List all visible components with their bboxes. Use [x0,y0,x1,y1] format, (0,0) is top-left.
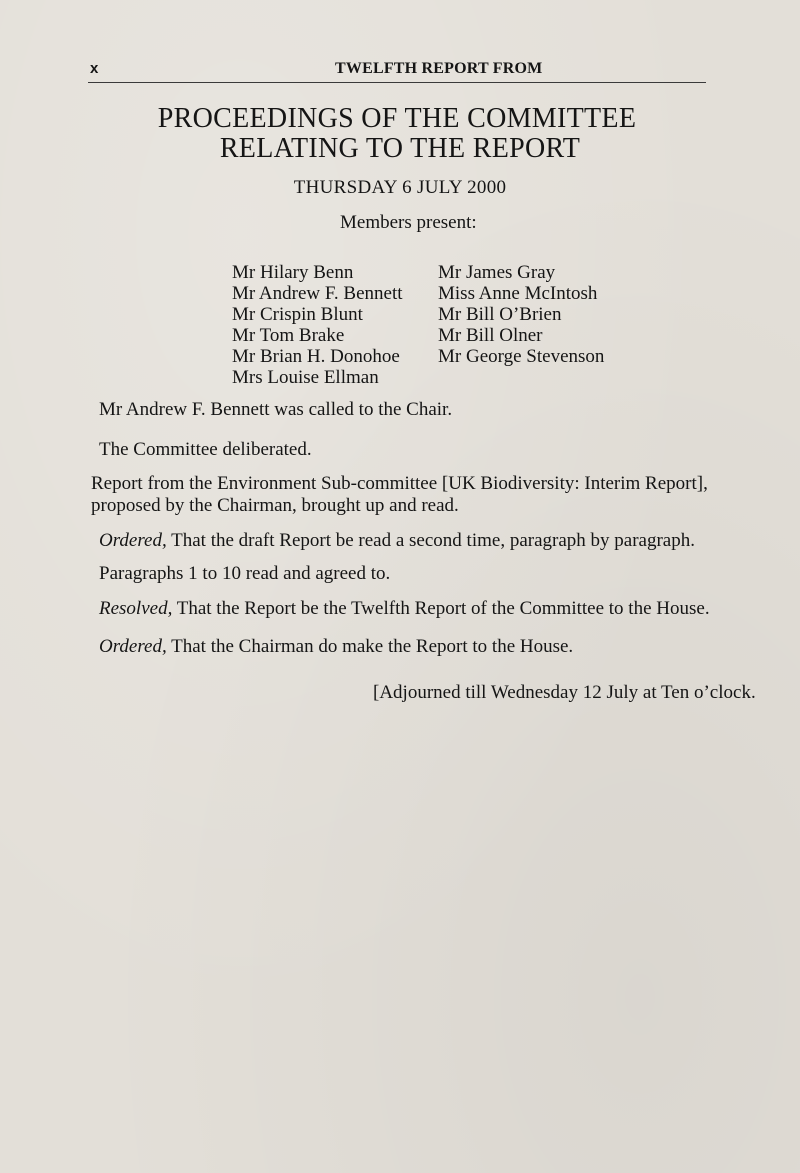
ordered-text: That the draft Report be read a second time, paragraph by paragraph. [166,530,695,551]
member-name: Miss Anne McIntosh [438,283,598,304]
member-name: Mr George Stevenson [438,346,605,367]
member-name: Mr Tom Brake [232,325,345,346]
ordered-lead: Ordered, [99,530,167,551]
chair-paragraph: Mr Andrew F. Bennett was called to the Chair. [99,399,453,420]
member-name: Mr Bill Olner [438,325,543,346]
heading-line-2: RELATING TO THE REPORT [219,133,581,164]
resolved-text: That the Report be the Twelfth Report of the Committee to the House. [172,598,710,619]
report-paragraph-text: Report from the Environment Sub-committee [UK Biodiversity: Interim Report], proposed by the Chairman, brought up and read. [91,473,708,516]
resolved-lead: Resolved, [99,598,173,619]
member-name: Mr Andrew F. Bennett [232,283,403,304]
running-head [90,60,705,80]
member-name: Mr Crispin Blunt [232,304,363,325]
paragraphs-agreed: Paragraphs 1 to 10 read and agreed to. [99,563,391,584]
ordered-paragraph-1 [99,530,695,552]
page-number: x [90,60,99,77]
member-name: Mr Bill O’Brien [438,304,562,325]
member-name: Mr Brian H. Donohoe [232,346,400,367]
resolved-paragraph [99,598,710,620]
member-name: Mr James Gray [438,262,556,283]
ordered-lead: Ordered, [99,636,167,657]
members-heading: Members present: [340,212,477,233]
member-name: Mr Hilary Benn [232,262,354,283]
heading-line-1: PROCEEDINGS OF THE COMMITTEE [157,103,637,134]
members-list-left [232,262,403,388]
deliberated-paragraph: The Committee deliberated. [99,439,312,460]
members-list-right [438,262,604,367]
meeting-date: THURSDAY 6 JULY 2000 [293,177,507,198]
ordered-text: That the Chairman do make the Report to the House. [166,636,574,657]
ordered-paragraph-2 [99,636,573,658]
adjournment-note: [Adjourned till Wednesday 12 July at Ten o’clock. [373,682,756,703]
report-paragraph [91,473,711,517]
member-name: Mrs Louise Ellman [232,367,379,388]
header-rule [88,82,706,83]
running-head-title: TWELFTH REPORT FROM [335,60,543,77]
